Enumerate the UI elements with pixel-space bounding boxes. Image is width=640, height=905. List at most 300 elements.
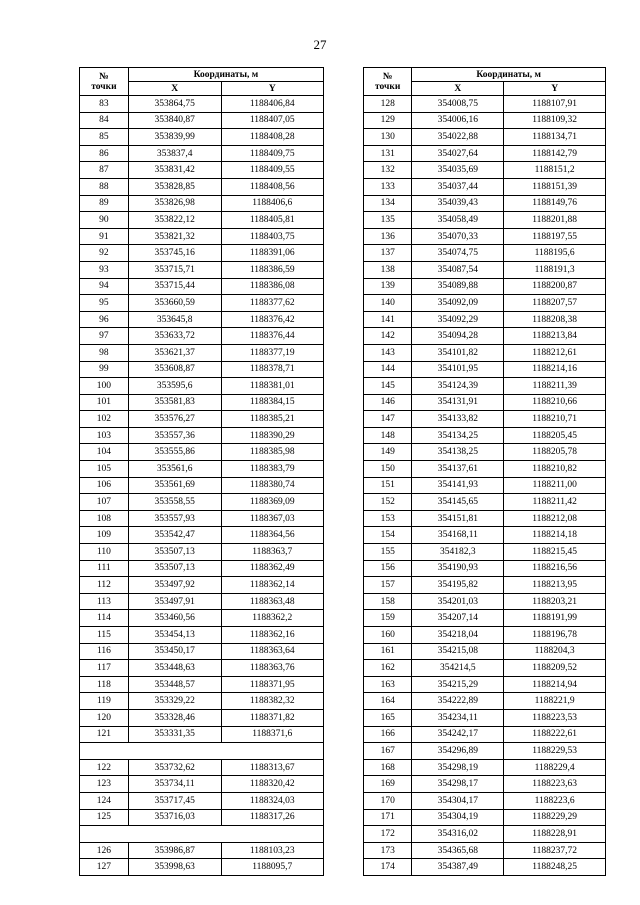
table-row <box>364 178 606 195</box>
table-row <box>80 295 324 312</box>
coord-x-cell: 353716,03 <box>128 809 221 826</box>
point-number-cell: 97 <box>80 328 129 345</box>
coord-x-cell: 353717,45 <box>128 792 221 809</box>
coord-x-cell: 353507,13 <box>128 544 221 561</box>
blank-cell <box>80 826 324 843</box>
point-number-cell: 123 <box>80 776 129 793</box>
coord-y-cell: 1188378,71 <box>221 361 323 378</box>
coord-y-cell: 1188406,6 <box>221 195 323 212</box>
table-row <box>80 245 324 262</box>
point-number-cell: 107 <box>80 494 129 511</box>
x-header: X <box>128 82 221 96</box>
coord-y-cell: 1188317,26 <box>221 809 323 826</box>
point-number-cell: 83 <box>80 96 129 113</box>
coord-y-cell: 1188362,14 <box>221 577 323 594</box>
coord-x-cell: 353822,12 <box>128 212 221 229</box>
coord-y-cell: 1188381,01 <box>221 378 323 395</box>
point-number-cell: 155 <box>364 544 412 561</box>
table-row <box>80 261 324 278</box>
table-row <box>80 411 324 428</box>
point-number-cell: 125 <box>80 809 129 826</box>
coord-x-cell: 353561,69 <box>128 477 221 494</box>
point-number-cell: 159 <box>364 610 412 627</box>
coord-x-cell: 353986,87 <box>128 842 221 859</box>
coord-y-cell: 1188384,15 <box>221 394 323 411</box>
point-number-cell: 148 <box>364 427 412 444</box>
coord-x-cell: 353558,55 <box>128 494 221 511</box>
point-number-cell: 108 <box>80 510 129 527</box>
coord-x-cell: 353864,75 <box>128 96 221 113</box>
coord-y-cell: 1188215,45 <box>504 544 606 561</box>
table-row <box>80 427 324 444</box>
point-number-cell: 170 <box>364 792 412 809</box>
point-number-cell: 100 <box>80 378 129 395</box>
coord-y-cell: 1188222,61 <box>504 726 606 743</box>
coord-y-cell: 1188212,61 <box>504 344 606 361</box>
table-row <box>364 361 606 378</box>
table-row <box>80 394 324 411</box>
point-number-cell: 152 <box>364 494 412 511</box>
coord-y-cell: 1188204,3 <box>504 643 606 660</box>
coord-y-cell: 1188367,03 <box>221 510 323 527</box>
coord-y-cell: 1188211,39 <box>504 378 606 395</box>
coord-x-cell: 354304,17 <box>412 792 504 809</box>
point-number-cell: 105 <box>80 461 129 478</box>
point-number-header-line1: № <box>382 71 393 82</box>
coord-x-cell: 353460,56 <box>128 610 221 627</box>
coord-y-cell: 1188205,78 <box>504 444 606 461</box>
point-number-cell: 164 <box>364 693 412 710</box>
point-number-cell: 143 <box>364 344 412 361</box>
point-number-cell: 115 <box>80 627 129 644</box>
coord-x-cell: 354242,17 <box>412 726 504 743</box>
coord-y-cell: 1188385,21 <box>221 411 323 428</box>
coord-x-cell: 354022,88 <box>412 129 504 146</box>
point-number-cell: 171 <box>364 809 412 826</box>
coord-x-cell: 354039,43 <box>412 195 504 212</box>
point-number-cell: 85 <box>80 129 129 146</box>
table-row <box>80 593 324 610</box>
coord-x-cell: 354298,17 <box>412 776 504 793</box>
point-number-cell: 88 <box>80 178 129 195</box>
coord-x-cell: 354094,28 <box>412 328 504 345</box>
point-number-cell: 137 <box>364 245 412 262</box>
table-row <box>364 494 606 511</box>
coord-y-cell: 1188408,56 <box>221 178 323 195</box>
coord-x-cell: 354137,61 <box>412 461 504 478</box>
coord-x-cell: 353448,57 <box>128 676 221 693</box>
coord-y-cell: 1188371,82 <box>221 709 323 726</box>
blank-cell <box>80 743 324 760</box>
point-number-cell: 135 <box>364 212 412 229</box>
table-row <box>364 859 606 876</box>
coord-y-cell: 1188406,84 <box>221 96 323 113</box>
table-row <box>364 544 606 561</box>
point-number-cell: 119 <box>80 693 129 710</box>
coord-x-cell: 354074,75 <box>412 245 504 262</box>
coord-x-cell: 353450,17 <box>128 643 221 660</box>
table-row <box>80 842 324 859</box>
coord-x-cell: 353576,27 <box>128 411 221 428</box>
point-number-cell: 134 <box>364 195 412 212</box>
coord-y-cell: 1188363,48 <box>221 593 323 610</box>
point-number-cell: 166 <box>364 726 412 743</box>
table-row <box>364 709 606 726</box>
point-number-cell: 109 <box>80 527 129 544</box>
coord-y-cell: 1188403,75 <box>221 228 323 245</box>
coord-y-cell: 1188203,21 <box>504 593 606 610</box>
coord-x-cell: 353448,63 <box>128 660 221 677</box>
coord-x-cell: 354222,89 <box>412 693 504 710</box>
coord-y-cell: 1188216,56 <box>504 560 606 577</box>
point-number-cell: 142 <box>364 328 412 345</box>
table-row-blank <box>80 743 324 760</box>
table-row <box>364 261 606 278</box>
point-number-cell: 126 <box>80 842 129 859</box>
table-row <box>364 643 606 660</box>
coord-x-cell: 354218,04 <box>412 627 504 644</box>
coord-x-cell: 354195,82 <box>412 577 504 594</box>
coord-x-cell: 354296,89 <box>412 743 504 760</box>
coordinates-table-left <box>79 67 324 876</box>
coord-x-cell: 353821,32 <box>128 228 221 245</box>
coord-x-cell: 354190,93 <box>412 560 504 577</box>
coord-y-cell: 1188197,55 <box>504 228 606 245</box>
y-header: Y <box>504 82 606 96</box>
table-row <box>364 378 606 395</box>
table-row <box>80 361 324 378</box>
table-row <box>364 809 606 826</box>
coord-x-cell: 353732,62 <box>128 759 221 776</box>
point-number-cell: 157 <box>364 577 412 594</box>
coord-x-cell: 353497,92 <box>128 577 221 594</box>
table-row <box>80 510 324 527</box>
coord-x-cell: 354092,09 <box>412 295 504 312</box>
coord-x-cell: 354138,25 <box>412 444 504 461</box>
coord-y-cell: 1188205,45 <box>504 427 606 444</box>
coord-x-cell: 354037,44 <box>412 178 504 195</box>
coord-x-cell: 353561,6 <box>128 461 221 478</box>
coord-y-cell: 1188095,7 <box>221 859 323 876</box>
coord-y-cell: 1188386,08 <box>221 278 323 295</box>
coord-x-cell: 354304,19 <box>412 809 504 826</box>
point-number-cell: 160 <box>364 627 412 644</box>
point-number-cell: 150 <box>364 461 412 478</box>
point-number-header <box>364 68 412 96</box>
point-number-cell: 112 <box>80 577 129 594</box>
coord-x-cell: 354092,29 <box>412 311 504 328</box>
table-row <box>80 693 324 710</box>
point-number-cell: 149 <box>364 444 412 461</box>
coord-y-cell: 1188208,38 <box>504 311 606 328</box>
table-row <box>80 859 324 876</box>
coord-x-cell: 353734,11 <box>128 776 221 793</box>
table-body-left <box>80 96 324 876</box>
coord-x-cell: 353826,98 <box>128 195 221 212</box>
coord-y-cell: 1188409,55 <box>221 162 323 179</box>
coord-x-cell: 353329,22 <box>128 693 221 710</box>
table-row <box>80 112 324 129</box>
point-number-cell: 167 <box>364 743 412 760</box>
table-row <box>80 560 324 577</box>
coord-x-cell: 354101,82 <box>412 344 504 361</box>
table-row <box>364 129 606 146</box>
table-row <box>364 96 606 113</box>
table-row <box>80 444 324 461</box>
coord-y-cell: 1188201,88 <box>504 212 606 229</box>
coord-y-cell: 1188195,6 <box>504 245 606 262</box>
point-number-cell: 145 <box>364 378 412 395</box>
point-number-cell: 168 <box>364 759 412 776</box>
point-number-cell: 94 <box>80 278 129 295</box>
coord-x-cell: 354215,08 <box>412 643 504 660</box>
coord-y-cell: 1188377,19 <box>221 344 323 361</box>
y-header: Y <box>221 82 323 96</box>
coord-x-cell: 354215,29 <box>412 676 504 693</box>
point-number-cell: 86 <box>80 145 129 162</box>
table-row <box>80 709 324 726</box>
table-row <box>80 610 324 627</box>
coord-x-cell: 353745,16 <box>128 245 221 262</box>
point-number-cell: 96 <box>80 311 129 328</box>
point-number-cell: 139 <box>364 278 412 295</box>
coord-x-cell: 353840,87 <box>128 112 221 129</box>
coord-y-cell: 1188223,63 <box>504 776 606 793</box>
coord-x-cell: 353831,42 <box>128 162 221 179</box>
coord-y-cell: 1188103,23 <box>221 842 323 859</box>
coord-y-cell: 1188362,16 <box>221 627 323 644</box>
point-number-cell: 151 <box>364 477 412 494</box>
point-number-cell: 87 <box>80 162 129 179</box>
coord-x-cell: 354058,49 <box>412 212 504 229</box>
coord-y-cell: 1188213,95 <box>504 577 606 594</box>
coord-y-cell: 1188207,57 <box>504 295 606 312</box>
coord-y-cell: 1188377,62 <box>221 295 323 312</box>
coord-y-cell: 1188210,71 <box>504 411 606 428</box>
table-row <box>364 328 606 345</box>
coord-y-cell: 1188371,6 <box>221 726 323 743</box>
coord-x-cell: 354145,65 <box>412 494 504 511</box>
coord-x-cell: 354131,91 <box>412 394 504 411</box>
table-row <box>80 544 324 561</box>
coord-x-cell: 353715,71 <box>128 261 221 278</box>
coord-y-cell: 1188212,08 <box>504 510 606 527</box>
coord-y-cell: 1188200,87 <box>504 278 606 295</box>
point-number-cell: 174 <box>364 859 412 876</box>
coord-y-cell: 1188134,71 <box>504 129 606 146</box>
coord-x-cell: 354182,3 <box>412 544 504 561</box>
table-row <box>364 394 606 411</box>
table-row <box>80 96 324 113</box>
coord-y-cell: 1188324,03 <box>221 792 323 809</box>
table-row <box>80 792 324 809</box>
coord-x-cell: 353328,46 <box>128 709 221 726</box>
table-row <box>80 776 324 793</box>
point-number-cell: 117 <box>80 660 129 677</box>
table-row <box>80 195 324 212</box>
coord-y-cell: 1188151,39 <box>504 178 606 195</box>
point-number-cell: 162 <box>364 660 412 677</box>
point-number-cell: 116 <box>80 643 129 660</box>
coord-y-cell: 1188390,29 <box>221 427 323 444</box>
table-row <box>80 726 324 743</box>
point-number-cell: 141 <box>364 311 412 328</box>
coord-y-cell: 1188223,53 <box>504 709 606 726</box>
coord-y-cell: 1188407,05 <box>221 112 323 129</box>
point-number-cell: 95 <box>80 295 129 312</box>
coord-y-cell: 1188223,6 <box>504 792 606 809</box>
coord-y-cell: 1188191,99 <box>504 610 606 627</box>
point-number-cell: 133 <box>364 178 412 195</box>
table-row <box>80 378 324 395</box>
table-row <box>364 444 606 461</box>
point-number-cell: 127 <box>80 859 129 876</box>
coord-x-cell: 353507,13 <box>128 560 221 577</box>
point-number-cell: 93 <box>80 261 129 278</box>
coord-y-cell: 1188214,18 <box>504 527 606 544</box>
table-body-right <box>364 96 606 876</box>
table-row <box>364 776 606 793</box>
table-row <box>364 427 606 444</box>
point-number-cell: 154 <box>364 527 412 544</box>
coord-x-cell: 354298,19 <box>412 759 504 776</box>
coord-x-cell: 353555,86 <box>128 444 221 461</box>
coord-y-cell: 1188386,59 <box>221 261 323 278</box>
coordinates-header: Координаты, м <box>128 68 323 82</box>
coord-y-cell: 1188191,3 <box>504 261 606 278</box>
coord-x-cell: 353608,87 <box>128 361 221 378</box>
coord-y-cell: 1188229,4 <box>504 759 606 776</box>
table-row <box>80 328 324 345</box>
coord-y-cell: 1188383,79 <box>221 461 323 478</box>
point-number-cell: 111 <box>80 560 129 577</box>
point-number-header-line2: точки <box>91 81 117 92</box>
page-number: 27 <box>313 37 327 52</box>
coord-y-cell: 1188362,2 <box>221 610 323 627</box>
point-number-cell: 122 <box>80 759 129 776</box>
coord-x-cell: 353998,63 <box>128 859 221 876</box>
table-row <box>364 610 606 627</box>
coord-y-cell: 1188320,42 <box>221 776 323 793</box>
coord-x-cell: 354234,11 <box>412 709 504 726</box>
point-number-cell: 140 <box>364 295 412 312</box>
coord-y-cell: 1188214,16 <box>504 361 606 378</box>
coord-y-cell: 1188213,84 <box>504 328 606 345</box>
point-number-cell: 132 <box>364 162 412 179</box>
coord-y-cell: 1188376,42 <box>221 311 323 328</box>
coord-y-cell: 1188142,79 <box>504 145 606 162</box>
table-row <box>364 676 606 693</box>
point-number-cell: 90 <box>80 212 129 229</box>
coord-y-cell: 1188391,06 <box>221 245 323 262</box>
point-number-cell: 92 <box>80 245 129 262</box>
coord-y-cell: 1188107,91 <box>504 96 606 113</box>
coord-x-cell: 354168,11 <box>412 527 504 544</box>
coord-y-cell: 1188405,81 <box>221 212 323 229</box>
table-row <box>80 660 324 677</box>
table-row <box>80 129 324 146</box>
coord-y-cell: 1188362,49 <box>221 560 323 577</box>
coord-x-cell: 354316,02 <box>412 826 504 843</box>
x-header: X <box>412 82 504 96</box>
point-number-cell: 165 <box>364 709 412 726</box>
coord-y-cell: 1188376,44 <box>221 328 323 345</box>
table-row <box>364 278 606 295</box>
coord-y-cell: 1188229,29 <box>504 809 606 826</box>
coord-x-cell: 353497,91 <box>128 593 221 610</box>
point-number-cell: 103 <box>80 427 129 444</box>
point-number-cell: 158 <box>364 593 412 610</box>
coord-y-cell: 1188369,09 <box>221 494 323 511</box>
coord-y-cell: 1188109,32 <box>504 112 606 129</box>
table-row-blank <box>80 826 324 843</box>
table-row <box>364 560 606 577</box>
table-row <box>364 212 606 229</box>
coord-y-cell: 1188248,25 <box>504 859 606 876</box>
point-number-cell: 118 <box>80 676 129 693</box>
coord-y-cell: 1188151,2 <box>504 162 606 179</box>
point-number-cell: 173 <box>364 842 412 859</box>
table-row <box>364 826 606 843</box>
coord-x-cell: 354151,81 <box>412 510 504 527</box>
point-number-cell: 98 <box>80 344 129 361</box>
coord-y-cell: 1188196,78 <box>504 627 606 644</box>
coord-y-cell: 1188229,53 <box>504 743 606 760</box>
coord-y-cell: 1188210,66 <box>504 394 606 411</box>
point-number-cell: 84 <box>80 112 129 129</box>
coord-x-cell: 353645,8 <box>128 311 221 328</box>
coordinates-table-right <box>363 67 606 876</box>
table-row <box>80 278 324 295</box>
table-row <box>364 145 606 162</box>
point-number-cell: 110 <box>80 544 129 561</box>
table-row <box>80 627 324 644</box>
coord-x-cell: 353542,47 <box>128 527 221 544</box>
point-number-cell: 104 <box>80 444 129 461</box>
table-row <box>80 461 324 478</box>
point-number-cell: 101 <box>80 394 129 411</box>
table-row <box>364 792 606 809</box>
coord-y-cell: 1188228,91 <box>504 826 606 843</box>
table-row <box>364 477 606 494</box>
coord-x-cell: 354133,82 <box>412 411 504 428</box>
coord-y-cell: 1188364,56 <box>221 527 323 544</box>
table-row <box>364 245 606 262</box>
point-number-cell: 91 <box>80 228 129 245</box>
coord-x-cell: 353331,35 <box>128 726 221 743</box>
coord-x-cell: 353557,93 <box>128 510 221 527</box>
coord-x-cell: 353839,99 <box>128 129 221 146</box>
coord-y-cell: 1188313,67 <box>221 759 323 776</box>
coord-x-cell: 354035,69 <box>412 162 504 179</box>
coord-y-cell: 1188385,98 <box>221 444 323 461</box>
table-row <box>80 527 324 544</box>
coord-x-cell: 354141,93 <box>412 477 504 494</box>
point-number-cell: 130 <box>364 129 412 146</box>
point-number-cell: 169 <box>364 776 412 793</box>
table-row <box>364 693 606 710</box>
point-number-header <box>80 68 129 96</box>
point-number-cell: 138 <box>364 261 412 278</box>
coord-x-cell: 353715,44 <box>128 278 221 295</box>
point-number-cell: 147 <box>364 411 412 428</box>
point-number-cell: 131 <box>364 145 412 162</box>
point-number-header-line2: точки <box>375 81 401 92</box>
table-row <box>364 311 606 328</box>
table-row <box>364 726 606 743</box>
coord-y-cell: 1188408,28 <box>221 129 323 146</box>
point-number-cell: 163 <box>364 676 412 693</box>
